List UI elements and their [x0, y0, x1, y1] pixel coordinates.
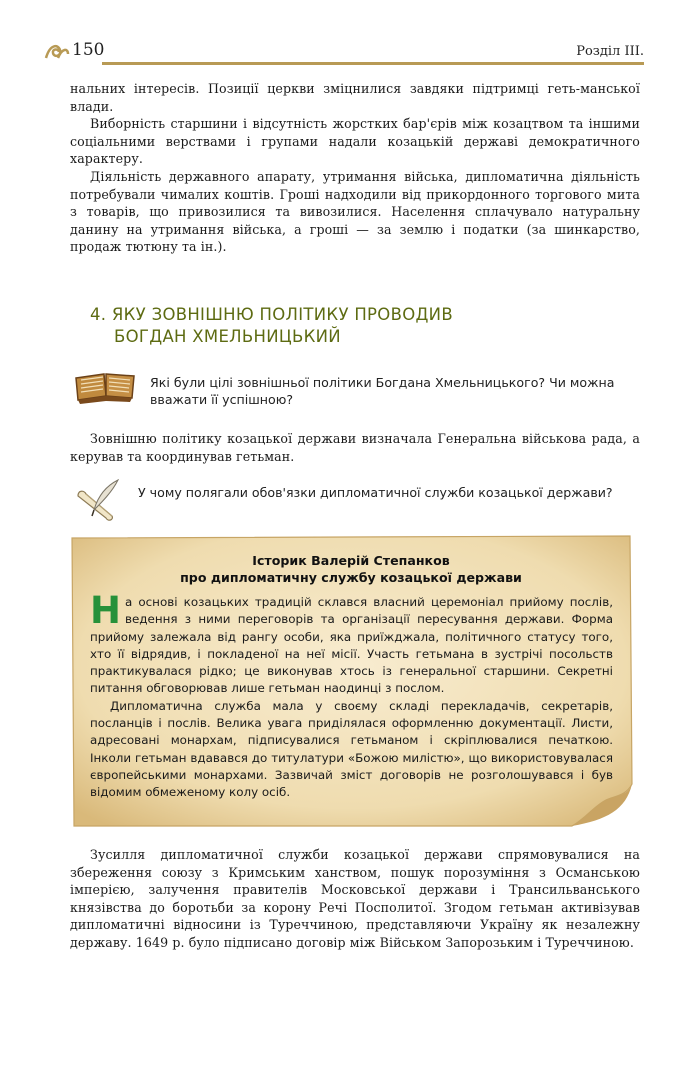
- section-heading: [90, 304, 610, 348]
- open-book-icon: [72, 368, 138, 406]
- quill-scroll-icon: [72, 478, 124, 524]
- corner-ornament-icon: [44, 40, 70, 62]
- page-number: 150: [72, 40, 105, 60]
- section-label: Розділ III.: [576, 44, 644, 59]
- dropcap-letter: Н: [90, 589, 121, 632]
- quote-author: Історик Валерій Степанков: [252, 553, 450, 568]
- paragraph: нальних інтересів. Позиції церкви зміцнилися завдяки підтримці геть-манської влади.: [70, 81, 640, 114]
- question-text-2: У чому полягали обов'язки дипломатичної служби козацької держави?: [138, 485, 613, 500]
- paragraph: Зовнішню політику козацької держави визначала Генеральна військова рада, а керував та координував гетьман.: [70, 431, 640, 464]
- intro-text: [70, 80, 640, 256]
- quote-subject: про дипломатичну службу козацької держави: [180, 570, 522, 585]
- page-header: [44, 38, 644, 68]
- question-block-1: [72, 368, 640, 408]
- paragraph: Діяльність державного апарату, утримання війська, дипломатична діяльність потребували чималих коштів. Гроші надходили від прикордонного торгового мита з товарів, що привозилися та вивозилися. Населення сплачувало натуральну данину на утримання війська, а гроші — за землю і податки (за шинкарство, продаж тютюну та ін.).: [70, 168, 640, 255]
- quote-body: [90, 589, 613, 802]
- policy-text: [70, 430, 640, 465]
- section-heading-line2: БОГДАН ХМЕЛЬНИЦЬКИЙ: [114, 327, 341, 346]
- question-block-2: [72, 478, 640, 524]
- header-rule: [102, 62, 644, 65]
- paragraph: Виборність старшини і відсутність жорстких бар'єрів між козацтвом та іншими соціальними верствами і групами надали козацькій державі демократичного характеру.: [70, 116, 640, 167]
- quote-paragraph: [90, 589, 613, 698]
- question-text-1: Які були цілі зовнішньої політики Богдана Хмельницького? Чи можна вважати її успішною?: [150, 375, 615, 407]
- historian-quote-box: [66, 534, 636, 830]
- quote-paragraph: Дипломатична служба мала у своєму складі перекладачів, секретарів, посланців і послів. Велика увага приділялася оформленню документації. Листи, адресовані монархам, підписувалися гетьманом і скріплювалися печаткою. Інколи гетьман вдавався до титулатури «Божою милістю», що використовувалася європейськими монархами. Зазвичай зміст договорів не розголошувався і був відомим обмеженому колу осіб.: [90, 698, 613, 800]
- quote-title: [66, 552, 636, 586]
- section-heading-line1: 4. ЯКУ ЗОВНІШНЮ ПОЛІТИКУ ПРОВОДИВ: [90, 305, 453, 324]
- final-text: [70, 846, 640, 952]
- paragraph: Зусилля дипломатичної служби козацької держави спрямовувалися на збереження союзу з Кримським ханством, пошук порозуміння з Османською імперією, залучення правителів Московської держави і Трансильванського князівства до боротьби за корону Речі Посполитої. Згодом гетьман активізував дипломатичні відносини із Туреччиною, представляючи Україну як незалежну державу. 1649 р. було підписано договір між Військом Запорозьким і Туреччиною.: [70, 847, 640, 950]
- quote-paragraph-text: а основі козацьких традицій склався власний церемоніал прийому послів, ведення з ними переговорів та організації пересування держави. Форма прийому залежала від рангу особи, яка приїжджала, політичного статусу того, хто її відрядив, і покладеної на неї місії. Участь гетьмана в зустрічі посольств практикувалася рідко; це виконував хтось із генеральної старшини. Секретні питання обговорював лише гетьман наодинці з послом.: [90, 595, 613, 696]
